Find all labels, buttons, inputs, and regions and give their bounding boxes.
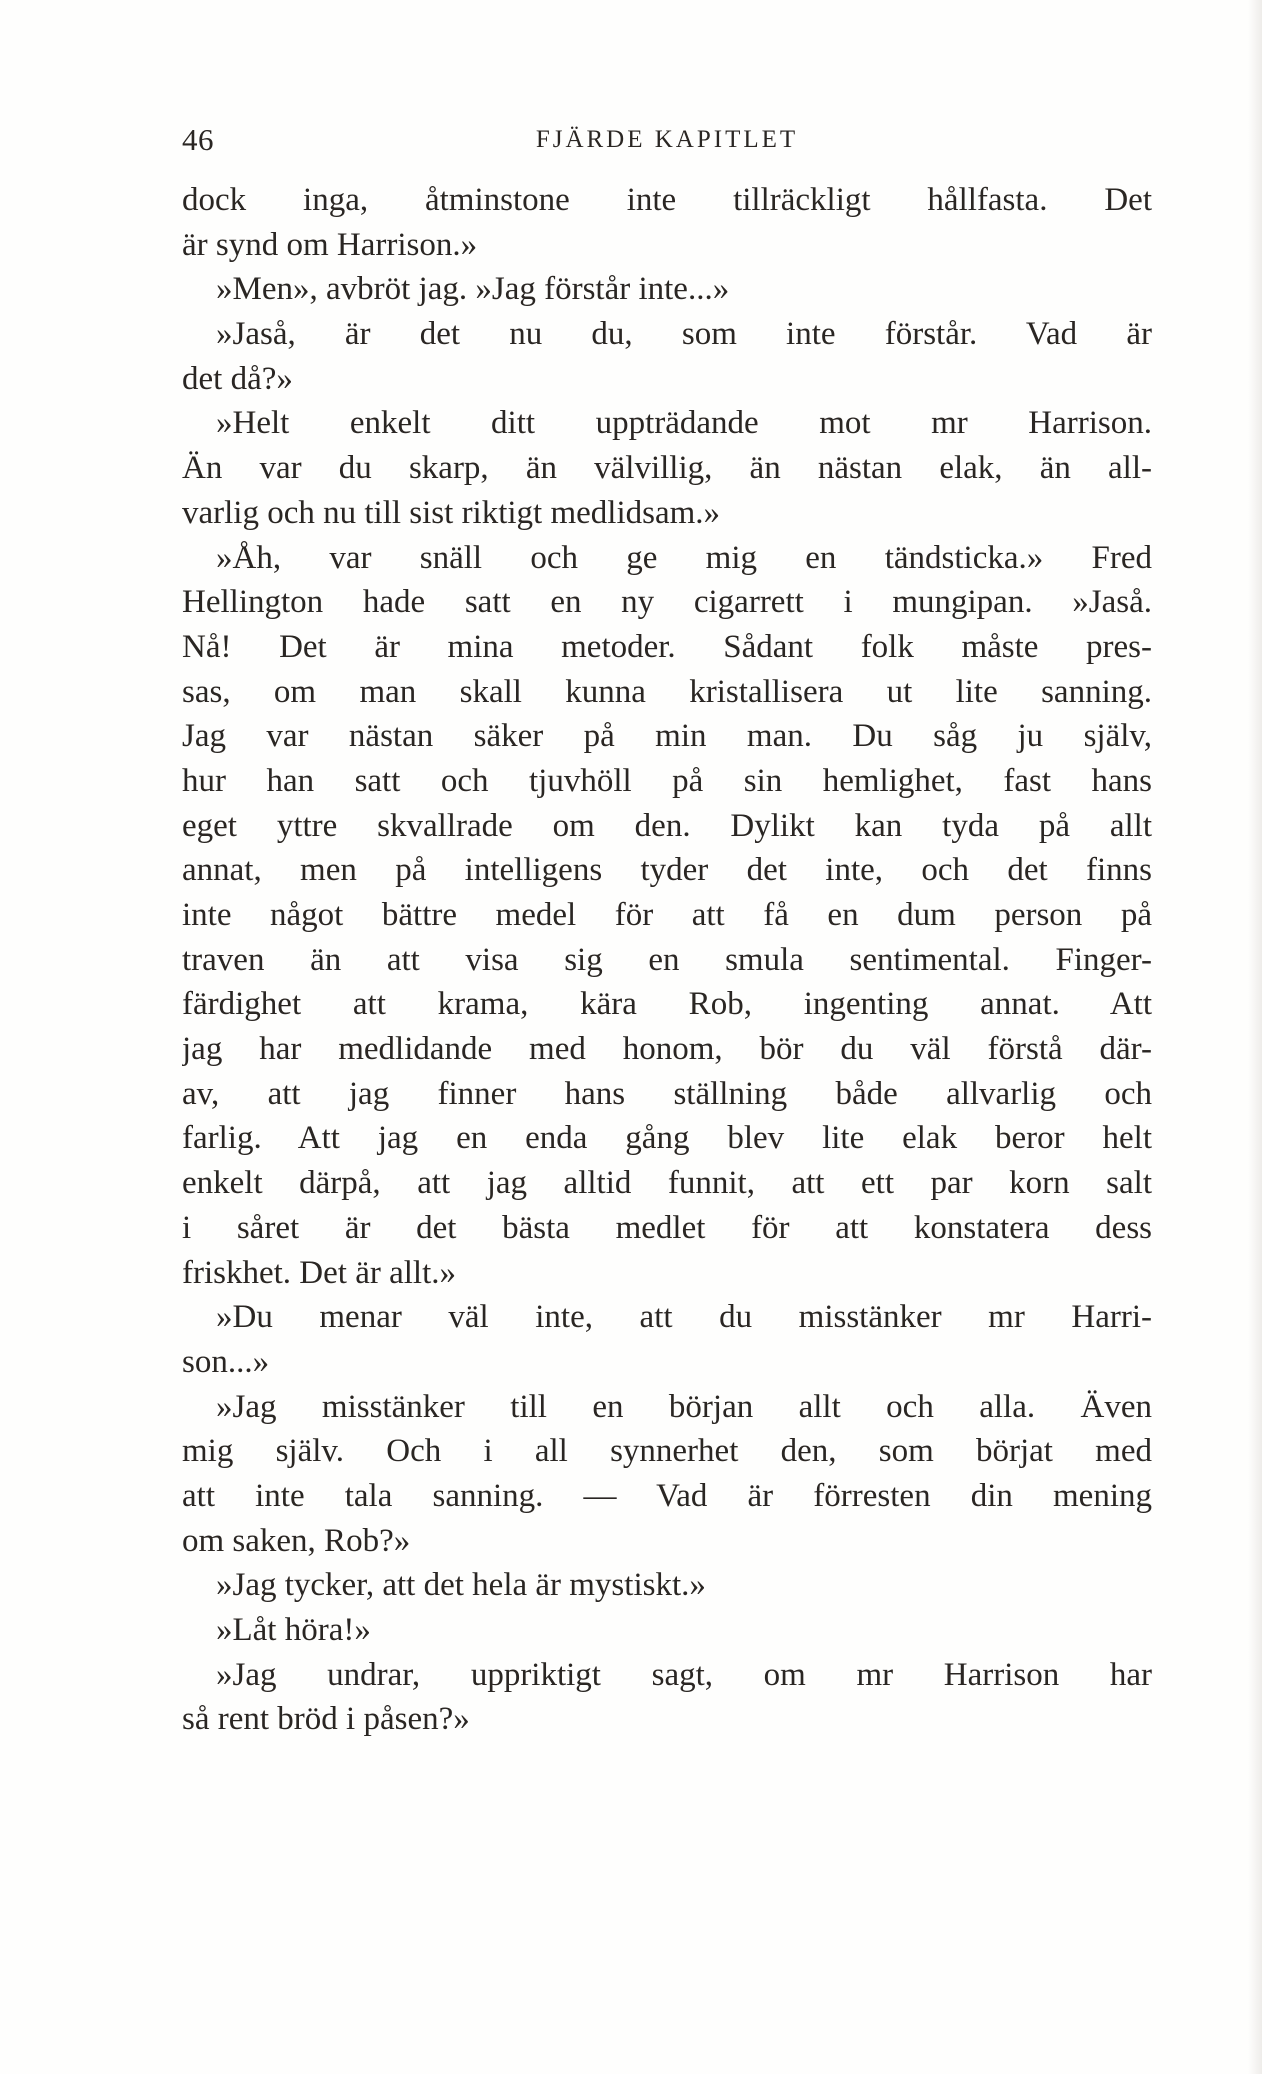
text-line: »Åh, var snäll och ge mig en tändsticka.» Fred [216,539,1152,576]
text-line: sas, om man skall kunna kristallisera ut lite sanning. [182,673,1152,710]
text-line: eget yttre skvallrade om den. Dylikt kan tyda på allt [182,807,1152,844]
running-head: FJÄRDE KAPITLET [535,126,799,153]
text-line: friskhet. Det är allt.» [182,1254,456,1291]
text-line: dock inga, åtminstone inte tillräckligt hållfasta. Det [182,182,1152,218]
text-line: enkelt därpå, att jag alltid funnit, att ett par korn salt [182,1165,1152,1202]
body-text [182,178,1152,1742]
text-line: annat, men på intelligens tyder det inte, och det finns [182,852,1152,889]
text-line: mig själv. Och i all synnerhet den, som börjat med [182,1433,1152,1470]
text-line: traven än att visa sig en smula sentimental. Finger- [182,941,1152,978]
text-line: inte något bättre medel för att få en dum person på [182,897,1152,933]
text-line: det då?» [182,360,293,397]
page-edge-shadow [1248,0,1262,2074]
text-line: Hellington hade satt en ny cigarrett i mungipan. »Jaså. [182,584,1152,621]
text-line: »Jag undrar, uppriktigt sagt, om mr Harrison har [216,1656,1152,1693]
text-line: »Jag misstänker till en början allt och alla. Även [216,1388,1152,1425]
text-line: om saken, Rob?» [182,1522,411,1559]
text-line: Nå! Det är mina metoder. Sådant folk måste pres- [182,628,1152,665]
text-line: är synd om Harrison.» [182,226,478,263]
text-line: så rent bröd i påsen?» [182,1701,470,1738]
text-line: »Helt enkelt ditt uppträdande mot mr Harrison. [216,405,1152,442]
text-line: att inte tala sanning. — Vad är förresten din mening [182,1477,1152,1514]
text-line: farlig. Att jag en enda gång blev lite elak beror helt [182,1120,1152,1157]
text-line: »Jag tycker, att det hela är mystiskt.» [216,1567,706,1604]
text-line: färdighet att krama, kära Rob, ingenting annat. Att [182,986,1152,1023]
page-number: 46 [182,122,214,157]
page-header [182,122,1152,166]
text-line: hur han satt och tjuvhöll på sin hemlighet, fast hans [182,762,1152,799]
text-line: av, att jag finner hans ställning både allvarlig och [182,1075,1152,1112]
text-line: i såret är det bästa medlet för att konstatera dess [182,1209,1152,1246]
text-line: »Men», avbröt jag. »Jag förstår inte...» [216,271,730,308]
text-line: »Jaså, är det nu du, som inte förstår. Vad är [216,316,1152,353]
text-line: jag har medlidande med honom, bör du väl förstå där- [182,1031,1152,1068]
text-line: son...» [182,1343,270,1380]
text-line: »Låt höra!» [216,1612,371,1648]
text-line: Än var du skarp, än välvillig, än nästan elak, än all- [182,450,1152,487]
text-line: Jag var nästan säker på min man. Du såg ju själv, [182,718,1152,755]
text-line: varlig och nu till sist riktigt medlidsam.» [182,494,721,531]
text-line: »Du menar väl inte, att du misstänker mr Harri- [216,1299,1152,1336]
